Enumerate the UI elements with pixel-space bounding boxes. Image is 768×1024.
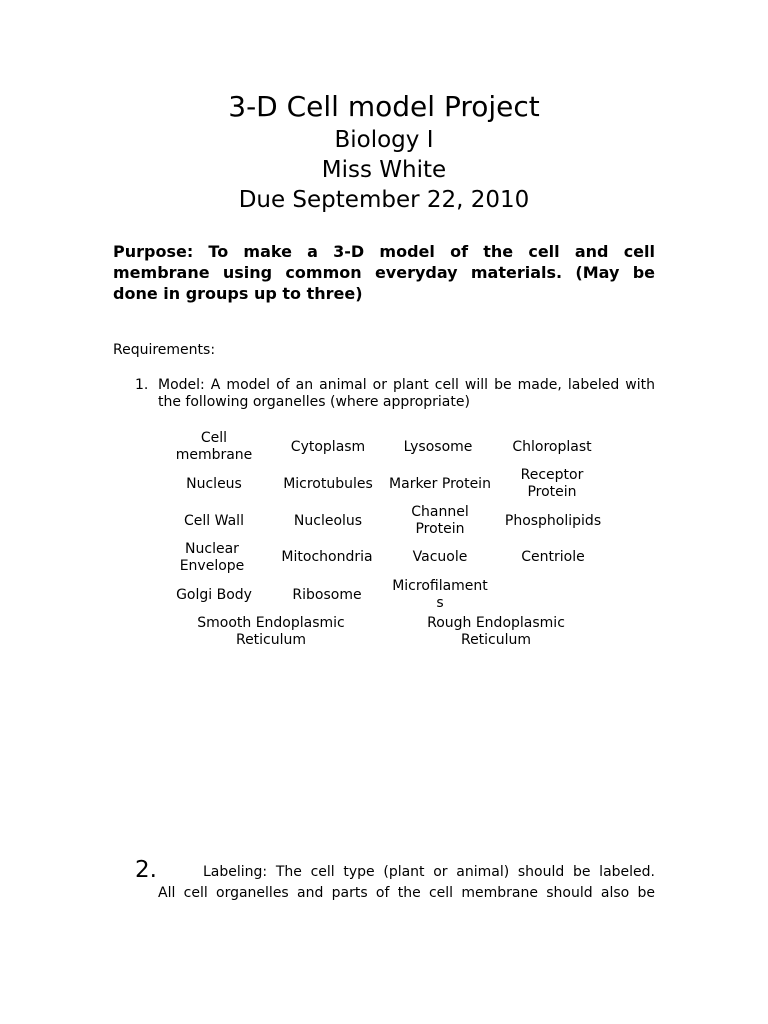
organelle-cell: Nucleolus [293,513,363,529]
organelle-cell: Nuclear Envelope [179,541,245,574]
organelle-cell: Chloroplast [512,439,592,455]
organelle-cell: Smooth Endoplasmic Reticulum [197,615,345,648]
organelle-cell: Golgi Body [176,587,252,603]
item-2-line-1: Labeling: The cell type (plant or animal) should be labeled. [203,864,655,880]
requirements-heading: Requirements: [113,342,216,358]
purpose-paragraph [113,241,655,304]
course-name: Biology I [334,127,434,153]
page-title: 3-D Cell model Project [228,90,540,123]
item-number: 1. [135,377,149,393]
due-date: Due September 22, 2010 [238,187,530,213]
item-2-number: 2. [135,857,157,883]
organelle-cell: Microfilament s [392,578,488,611]
organelle-cell: Mitochondria [281,549,373,565]
organelle-cell: Channel Protein [411,504,469,537]
organelle-cell: Cell Wall [184,513,244,529]
requirement-item-2 [158,862,655,904]
organelle-cell: Centriole [521,549,585,565]
organelle-cell: Nucleus [186,476,242,492]
item-2-line-2: All cell organelles and parts of the cell membrane should also be [158,885,655,901]
requirement-item-1 [135,377,655,411]
organelle-cell: Cell membrane [175,430,253,463]
organelle-cell: Microtubules [283,476,373,492]
organelle-cell: Cytoplasm [290,439,366,455]
purpose-text: : To make a 3-D model of the cell and cell membrane using common everyday materials. (May be done in groups up to three) [113,242,655,303]
teacher-name: Miss White [321,157,447,183]
organelle-cell: Rough Endoplasmic Reticulum [427,615,565,648]
purpose-label: Purpose [113,242,187,261]
organelle-cell: Vacuole [412,549,468,565]
organelle-cell: Ribosome [292,587,362,603]
organelle-cell: Phospholipids [504,513,602,529]
organelle-cell: Marker Protein [389,476,491,492]
organelle-cell: Lysosome [403,439,473,455]
organelle-cell: Receptor Protein [520,467,584,500]
item-text: Model: A model of an animal or plant cell will be made, labeled with the following organelles (where appropriate) [158,377,655,410]
